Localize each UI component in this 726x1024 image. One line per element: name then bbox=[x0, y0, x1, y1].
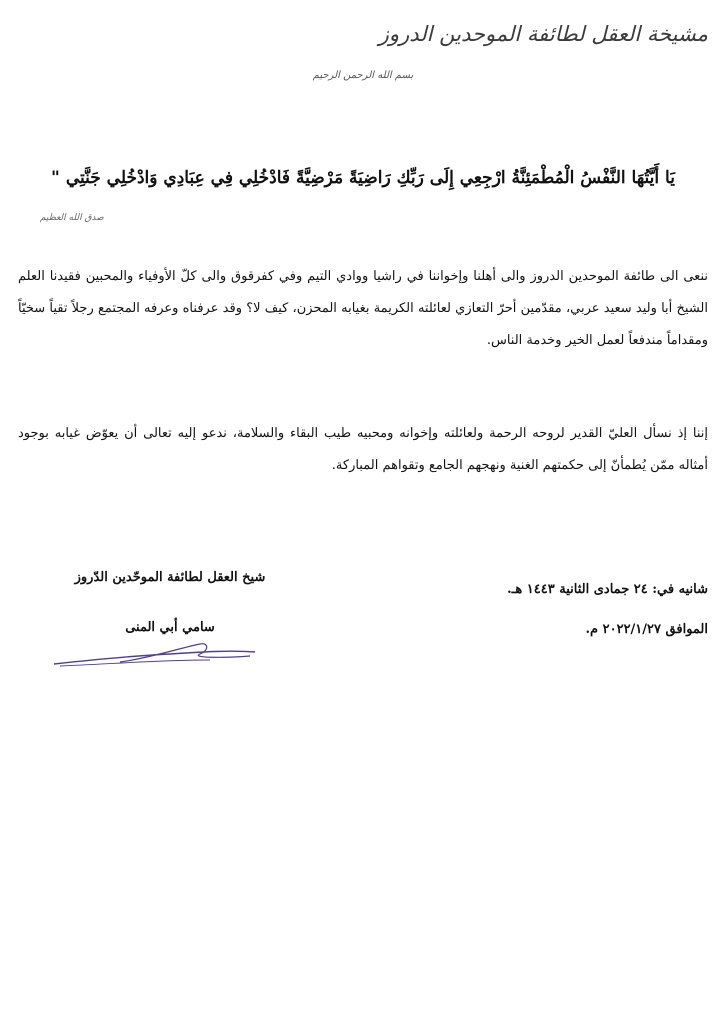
quran-verse: يَا أَيَّتُهَا النَّفْسُ الْمُطْمَئِنَّةُ ارْجِعِي إِلَى رَبِّكِ رَاضِيَةً مَرْضِيَّةً فَادْخُلِي فِي عِبَادِي وَادْخُلِي جَنَّتِي " bbox=[51, 168, 675, 188]
verse-closing: صدق الله العظيم bbox=[40, 213, 104, 223]
signatory-title: شيخ العقل لطائفة الموحّدين الدّروز bbox=[74, 570, 266, 585]
date-hijri: شانيه في: ٢٤ جمادى الثانية ١٤٤٣ هـ. bbox=[507, 582, 708, 597]
date-block bbox=[428, 570, 708, 650]
letterhead-logo: مشيخة العقل لطائفة الموحدين الدروز bbox=[378, 22, 708, 46]
basmala: بسم الله الرحمن الرحيم bbox=[312, 70, 414, 81]
handwritten-signature bbox=[50, 638, 260, 674]
signature-block bbox=[40, 565, 300, 641]
body-paragraph-2: إننا إذ نسأل العليّ القدير لروحه الرحمة ولعائلته وإخوانه ومحبيه طيب البقاء والسلامة، ندعو إليه تعالى أن يعوّض غيابه بوجود أمثاله ممّن يُطمأنّ إلى حكمتهم الغنية ونهجهم الجامع وتقواهم المباركة. bbox=[18, 426, 708, 473]
signatory-name: سامي أبي المنى bbox=[125, 620, 215, 635]
date-gregorian: الموافق ٢٠٢٢/١/٢٧ م. bbox=[585, 622, 708, 637]
body-paragraph-1: ننعى الى طائفة الموحدين الدروز والى أهلنا وإخواننا في راشيا ووادي التيم وفي كفرقوق والى كلّ الأوفياء والمحبين فقيدنا العلم الشيخ أبا وليد سعيد عربي، مقدّمين أحرّ التعازي لعائلته الكريمة بغيابه المحزن، كيف لا؟ وقد عرفناه وعرفه المجتمع رجلاً تقياً سخيّاً ومقداماً مندفعاً لعمل الخير وخدمة الناس. bbox=[18, 269, 708, 348]
